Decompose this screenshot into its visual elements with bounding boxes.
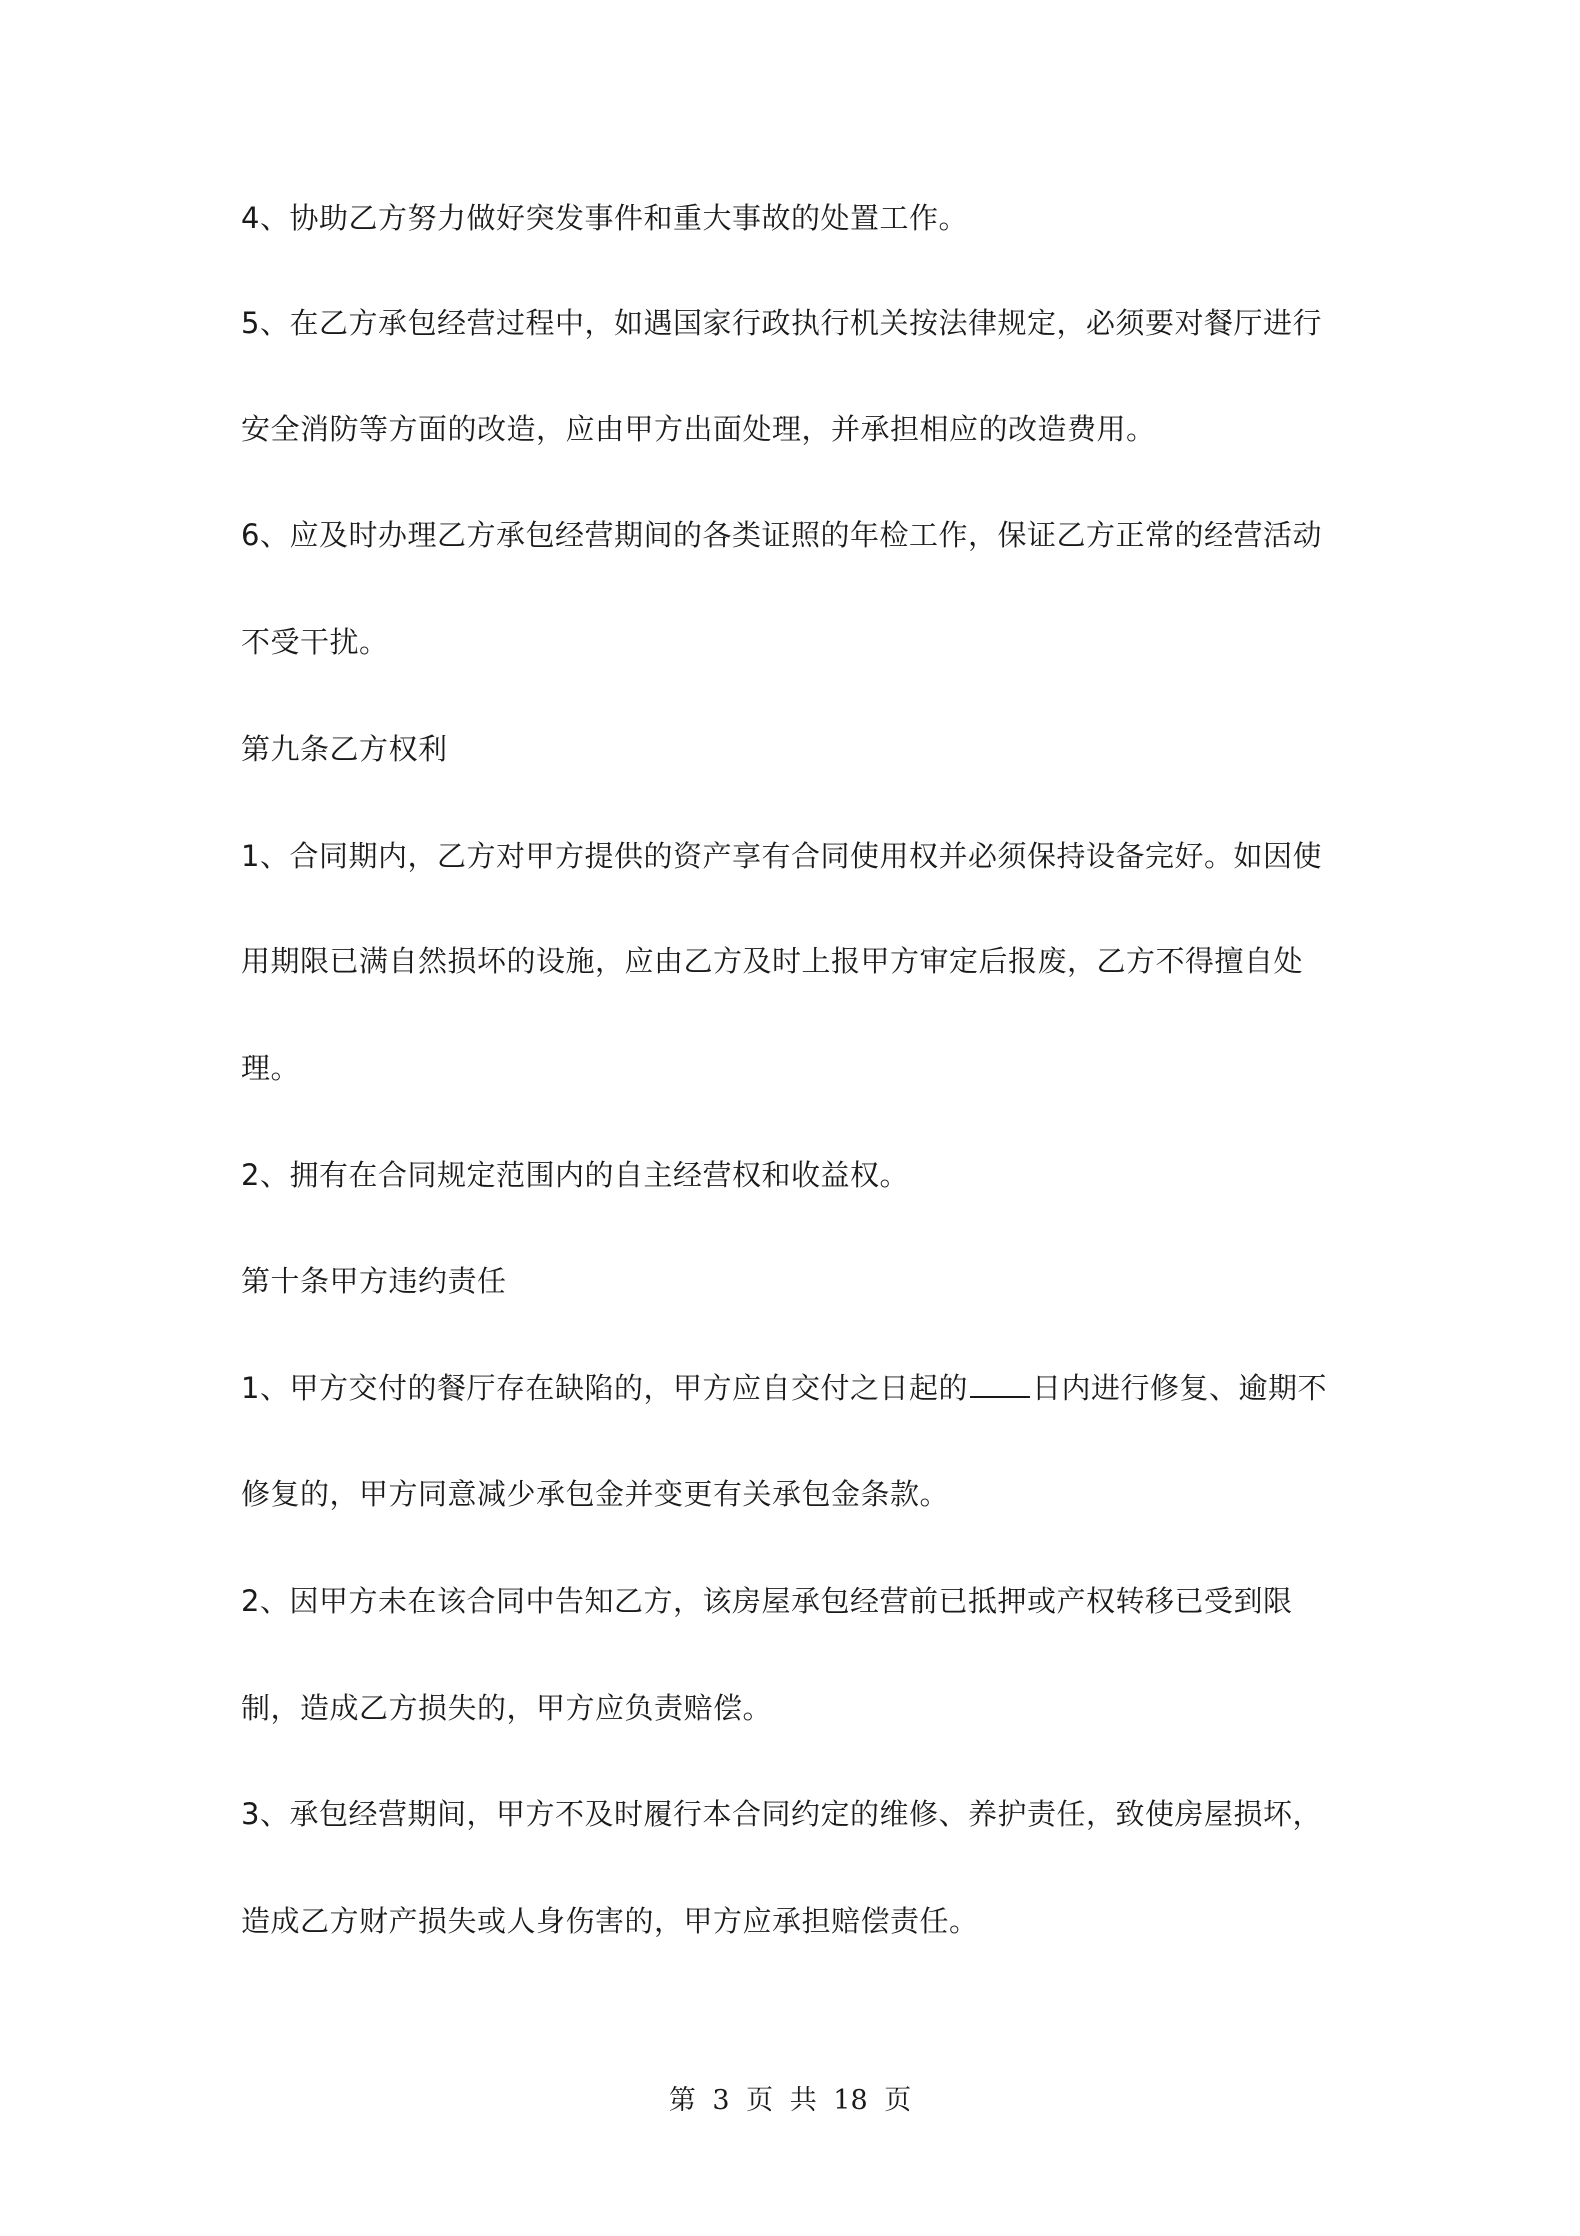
paragraph-line: 3、承包经营期间，甲方不及时履行本合同约定的维修、养护责任，致使房屋损坏， [241, 1797, 1322, 1831]
paragraph-line: 理。 [241, 1051, 301, 1085]
paragraph-line: 4、协助乙方努力做好突发事件和重大事故的处置工作。 [241, 201, 968, 235]
page-number-footer: 第 3 页 共 18 页 [668, 2085, 912, 2116]
paragraph-line: 5、在乙方承包经营过程中，如遇国家行政执行机关按法律规定，必须要对餐厅进行 [241, 306, 1322, 340]
paragraph-line: 修复的，甲方同意减少承包金并变更有关承包金条款。 [241, 1477, 950, 1511]
paragraph-line: 用期限已满自然损坏的设施，应由乙方及时上报甲方审定后报废，乙方不得擅自处 [241, 944, 1304, 978]
paragraph-line: 造成乙方财产损失或人身伤害的，甲方应承担赔偿责任。 [241, 1904, 979, 1938]
paragraph-line-with-blank [241, 1368, 1361, 1408]
paragraph-line: 2、因甲方未在该合同中告知乙方，该房屋承包经营前已抵押或产权转移已受到限 [241, 1584, 1293, 1618]
section-heading: 第十条甲方违约责任 [241, 1264, 507, 1298]
paragraph-line: 2、拥有在合同规定范围内的自主经营权和收益权。 [241, 1158, 909, 1192]
blank-line-after-text: 日内进行修复、逾期不 [1031, 1371, 1327, 1405]
paragraph-line: 制，造成乙方损失的，甲方应负责赔偿。 [241, 1691, 773, 1725]
paragraph-line: 1、合同期内，乙方对甲方提供的资产享有合同使用权并必须保持设备完好。如因使 [241, 839, 1322, 873]
fill-in-blank [970, 1368, 1030, 1398]
paragraph-line: 安全消防等方面的改造，应由甲方出面处理，并承担相应的改造费用。 [241, 412, 1156, 446]
paragraph-line: 6、应及时办理乙方承包经营期间的各类证照的年检工作，保证乙方正常的经营活动 [241, 518, 1322, 552]
blank-line-before-text: 1、甲方交付的餐厅存在缺陷的，甲方应自交付之日起的 [241, 1371, 968, 1405]
section-heading: 第九条乙方权利 [241, 732, 448, 766]
paragraph-line: 不受干扰。 [241, 625, 389, 659]
